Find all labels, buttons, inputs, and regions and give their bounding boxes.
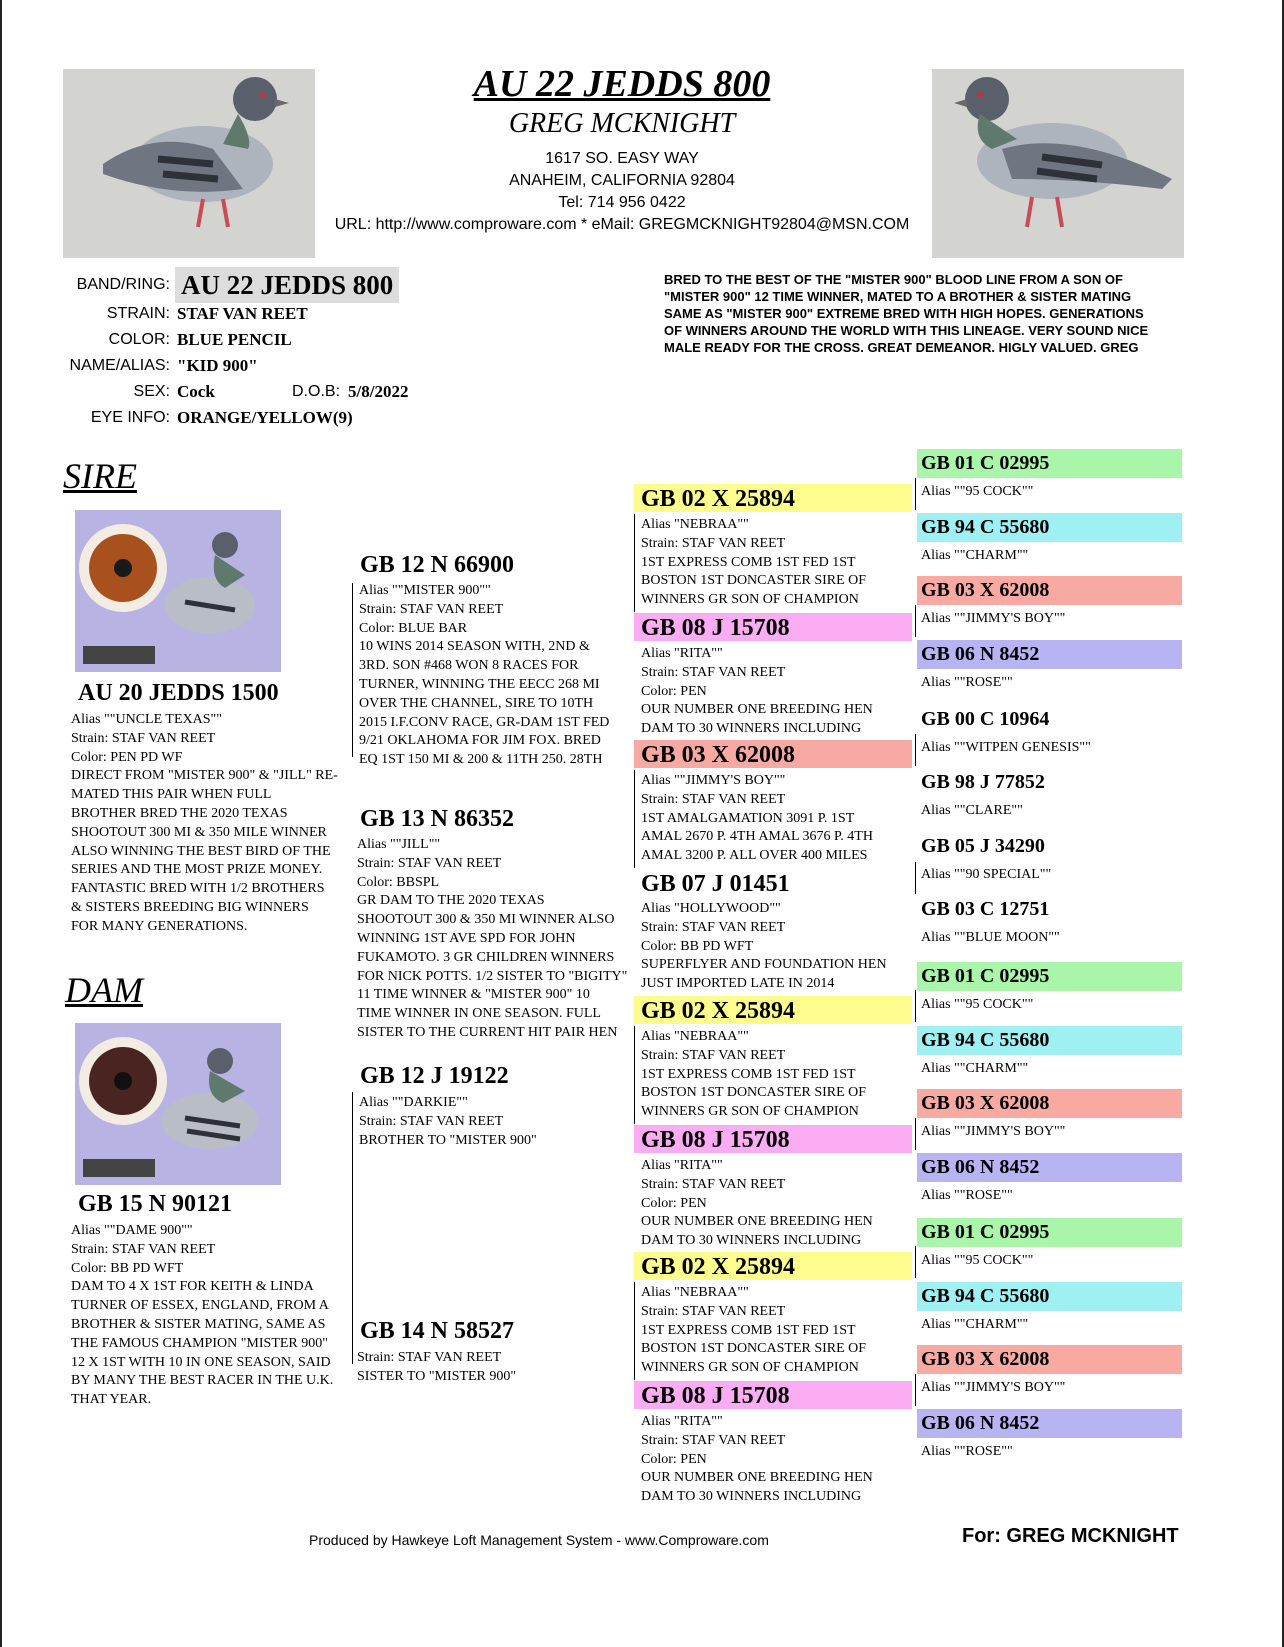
gen4-alias: Alias ""WITPEN GENESIS"" [921, 740, 1091, 755]
gen2-info-line: WINNING 1ST AVE SPD FOR JOHN [357, 930, 576, 946]
gen4-connector [915, 862, 916, 894]
dam-info-line: THE FAMOUS CHAMPION "MISTER 900" [71, 1335, 328, 1351]
gen3-band-bar: GB 08 J 15708 [634, 613, 912, 641]
gen2-info-line: 9/21 OKLAHOMA FOR JIM FOX. BRED [359, 733, 601, 749]
gen3-info-line: Alias "NEBRAA"" [641, 1029, 749, 1044]
gen4-band-bar: GB 01 C 02995 [917, 1218, 1182, 1247]
gen4-connector [915, 734, 916, 766]
gen2-info-line: SISTER TO "MISTER 900" [357, 1368, 517, 1384]
gen3-info-line: Strain: STAF VAN REET [641, 1303, 786, 1319]
sire-info-line: SERIES AND THE MOST PRIZE MONEY. [71, 862, 323, 878]
gen3-connector [634, 770, 635, 868]
sire-info-line: DIRECT FROM "MISTER 900" & "JILL" RE- [71, 768, 338, 784]
dam-info-line: BROTHER & SISTER MATING, SAME AS [71, 1316, 326, 1332]
gen3-info-line: 1ST EXPRESS COMB 1ST FED 1ST [641, 1322, 856, 1338]
gen4-alias: Alias ""CLARE"" [921, 803, 1023, 818]
color-value: BLUE PENCIL [177, 330, 292, 349]
gen2-info-line: Strain: STAF VAN REET [357, 1350, 502, 1365]
gen2-info-line: Color: BLUE BAR [359, 620, 468, 636]
gen3-info [641, 645, 916, 739]
dam-info-line: Color: BB PD WFT [71, 1260, 184, 1276]
name-value: "KID 900" [177, 356, 258, 375]
gen3-info-line: 1ST EXPRESS COMB 1ST FED 1ST [641, 554, 856, 570]
gen4-alias: Alias ""CHARM"" [921, 1061, 1029, 1076]
dam-info-line: 12 X 1ST WITH 10 IN ONE SEASON, SAID [71, 1354, 331, 1370]
owner-name: GREG MCKNIGHT [508, 108, 736, 139]
gen4-alias: Alias ""90 SPECIAL"" [921, 867, 1052, 882]
gen4-alias: Alias ""95 COCK"" [921, 997, 1034, 1012]
gen4-alias: Alias ""BLUE MOON"" [921, 930, 1060, 945]
gen3-info-line: WINNERS GR SON OF CHAMPION [641, 592, 859, 608]
gen2-info-line: Strain: STAF VAN REET [359, 601, 504, 617]
gen4-band-bar: GB 03 C 12751 [917, 895, 1182, 924]
gen4-band-bar: GB 03 X 62008 [917, 1089, 1182, 1118]
sire-pigeon-eye-icon [75, 510, 281, 672]
gen3-info-line: DAM TO 30 WINNERS INCLUDING [641, 721, 862, 737]
gen3-info-line: WINNERS GR SON OF CHAMPION [641, 1360, 859, 1376]
gen3-info-line: 1ST EXPRESS COMB 1ST FED 1ST [641, 1066, 856, 1082]
gen4-band-bar: GB 03 X 62008 [917, 576, 1182, 605]
gen3-info-line: Color: PEN [641, 1195, 707, 1211]
owner-phone: Tel: 714 956 0422 [558, 194, 686, 211]
gen3-info-line: BOSTON 1ST DONCASTER SIRE OF [641, 1085, 867, 1101]
sire-info-line: MATED THIS PAIR WHEN FULL [71, 787, 272, 803]
gen4-band-bar: GB 94 C 55680 [917, 1282, 1182, 1311]
gen2-band: GB 12 J 19122 [360, 1063, 509, 1089]
gen2-info-line: Strain: STAF VAN REET [357, 855, 502, 871]
for-owner-footer: For: GREG MCKNIGHT [962, 1525, 1179, 1547]
gen2-info-line: 11 TIME WINNER & "MISTER 900" 10 [357, 987, 590, 1003]
sire-info [71, 711, 351, 937]
gen2-info-line: FUKAMOTO. 3 GR CHILDREN WINNERS [357, 949, 615, 965]
gen3-info-line: Color: PEN [641, 1451, 707, 1467]
dam-info-line: BY MANY THE BEST RACER IN THE U.K. [71, 1373, 334, 1389]
sire-info-line: FANTASTIC BRED WITH 1/2 BROTHERS [71, 881, 325, 897]
gen3-info-line: Strain: STAF VAN REET [641, 919, 786, 935]
gen2-info [357, 1349, 632, 1387]
gen4-band-bar: GB 06 N 8452 [917, 1409, 1182, 1438]
gen3-info-line: Strain: STAF VAN REET [641, 791, 786, 807]
gen2-info-line: 3RD. SON #468 WON 8 RACES FOR [359, 658, 579, 674]
dam-info-line: Alias ""DAME 900"" [71, 1223, 193, 1238]
gen4-band-bar: GB 06 N 8452 [917, 640, 1182, 669]
sire-info-line: ALSO WINNING THE BEST BIRD OF THE [71, 843, 331, 859]
gen3-info-line: Strain: STAF VAN REET [641, 1047, 786, 1063]
gen3-info [641, 1413, 916, 1507]
sex-label: SEX: [133, 383, 170, 400]
gen2-info-line: FOR NICK POTTS. 1/2 SISTER TO "BIGITY" [357, 968, 628, 984]
gen3-info-line: JUST IMPORTED LATE IN 2014 [641, 976, 835, 992]
gen3-info-line: AMAL 2670 P. 4TH AMAL 3676 P. 4TH [641, 829, 873, 845]
dam-info [71, 1222, 351, 1410]
gen3-info-line: Alias "RITA"" [641, 646, 723, 661]
gen4-alias: Alias ""95 COCK"" [921, 1253, 1034, 1268]
sire-info-line: SHOOTOUT 300 MI & 350 MILE WINNER [71, 824, 327, 840]
dam-photo [75, 1023, 281, 1185]
gen4-alias: Alias ""JIMMY'S BOY"" [921, 1380, 1066, 1395]
gen2-info-line: OVER THE CHANNEL, SIRE TO 10TH [359, 695, 594, 711]
gen4-connector [915, 1374, 916, 1406]
dam-info-line: DAM TO 4 X 1ST FOR KEITH & LINDA [71, 1279, 314, 1295]
eye-value: ORANGE/YELLOW(9) [177, 408, 353, 427]
gen3-band-bar: GB 03 X 62008 [634, 740, 912, 768]
gen3-info-line: Alias "HOLLYWOOD"" [641, 901, 781, 916]
sire-heading: SIRE [63, 456, 137, 496]
gen3-info-line: Strain: STAF VAN REET [641, 1432, 786, 1448]
gen3-info-line: Alias "NEBRAA"" [641, 1285, 749, 1300]
gen3-info [641, 1157, 916, 1251]
gen3-info-line: Alias "NEBRAA"" [641, 517, 749, 532]
band-label: BAND/RING: [76, 276, 170, 293]
gen2-info [359, 1094, 634, 1150]
sire-info-line: Strain: STAF VAN REET [71, 730, 216, 746]
gen2-info-line: BROTHER TO "MISTER 900" [359, 1132, 537, 1148]
gen3-band-bar: GB 08 J 15708 [634, 1381, 912, 1409]
gen3-band-bar: GB 07 J 01451 [634, 869, 912, 897]
gen4-band-bar: GB 05 J 34290 [917, 832, 1182, 861]
gen3-info-line: Alias ""JIMMY'S BOY"" [641, 773, 786, 788]
sire-info-line: & SISTERS BREEDING BIG WINNERS [71, 899, 309, 915]
dam-heading: DAM [65, 970, 143, 1010]
gen3-info-line: BOSTON 1ST DONCASTER SIRE OF [641, 1341, 867, 1357]
gen4-band-bar: GB 94 C 55680 [917, 1026, 1182, 1055]
gen3-info [641, 1028, 916, 1122]
owner-address-2: ANAHEIM, CALIFORNIA 92804 [509, 172, 735, 189]
gen2-info-line: EQ 1ST 150 MI & 200 & 11TH 250. 28TH [359, 752, 603, 768]
dam-band: GB 15 N 90121 [78, 1191, 233, 1217]
sire-info-line: Alias ""UNCLE TEXAS"" [71, 712, 222, 727]
gen3-info-line: OUR NUMBER ONE BREEDING HEN [641, 1214, 873, 1230]
gen3-info-line: DAM TO 30 WINNERS INCLUDING [641, 1233, 862, 1249]
dob-label: D.O.B: [292, 383, 341, 400]
gen3-info [641, 1284, 916, 1378]
gen3-info-line: Strain: STAF VAN REET [641, 535, 786, 551]
gen4-band-bar: GB 01 C 02995 [917, 962, 1182, 991]
strain-label: STRAIN: [106, 305, 170, 322]
gen4-connector [915, 1118, 916, 1150]
gen4-alias: Alias ""JIMMY'S BOY"" [921, 611, 1066, 626]
gen3-band-bar: GB 02 X 25894 [634, 484, 912, 512]
gen4-connector [915, 605, 916, 637]
gen2-info-line: GR DAM TO THE 2020 TEXAS [357, 893, 545, 909]
gen4-alias: Alias ""CHARM"" [921, 1317, 1029, 1332]
gen3-info-line: Strain: STAF VAN REET [641, 664, 786, 680]
sire-info-line: BROTHER BRED THE 2020 TEXAS [71, 805, 288, 821]
bird-photo-right [932, 69, 1184, 258]
gen3-info-line: Color: BB PD WFT [641, 938, 754, 954]
gen4-connector [915, 1246, 916, 1278]
gen4-alias: Alias ""JIMMY'S BOY"" [921, 1124, 1066, 1139]
sire-photo [75, 510, 281, 672]
gen3-band-bar: GB 08 J 15708 [634, 1125, 912, 1153]
sire-band: AU 20 JEDDS 1500 [78, 680, 279, 706]
gen3-info [641, 772, 916, 866]
bird-photo-left [63, 69, 315, 258]
remarks: BRED TO THE BEST OF THE "MISTER 900" BLOOD LINE FROM A SON OF "MISTER 900" 12 TIME WINNER, MATED TO A BROTHER & SISTER MATING SAME AS "MISTER 900" EXTREME BRED WITH HIGH HOPES. GENERATIONS OF WINNERS AROUND THE WORLD WITH THIS LINEAGE. VERY SOUND NICE MALE READY FOR THE CROSS. GREAT DEMEANOR. HIGLY VALUED. GREG [664, 272, 1149, 355]
gen2-info-line: Strain: STAF VAN REET [359, 1113, 504, 1129]
gen4-connector [915, 990, 916, 1022]
gen3-connector [634, 514, 635, 612]
band-value: AU 22 JEDDS 800 [175, 267, 399, 303]
gen3-info-line: Alias "RITA"" [641, 1414, 723, 1429]
produced-by-footer: Produced by Hawkeye Loft Management System - www.Comproware.com [309, 1532, 769, 1548]
gen3-info-line: AMAL 3200 P. ALL OVER 400 MILES [641, 848, 868, 864]
dob-value: 5/8/2022 [348, 382, 409, 401]
gen4-alias: Alias ""95 COCK"" [921, 484, 1034, 499]
name-label: NAME/ALIAS: [69, 357, 170, 374]
gen2-info-line: 2015 I.F.CONV RACE, GR-DAM 1ST FED [359, 714, 610, 730]
gen4-band-bar: GB 00 C 10964 [917, 705, 1182, 734]
gen3-info-line: Color: PEN [641, 683, 707, 699]
gen3-info-line: BOSTON 1ST DONCASTER SIRE OF [641, 573, 867, 589]
dam-info-line: THAT YEAR. [71, 1392, 152, 1408]
page-title: AU 22 JEDDS 800 [473, 63, 771, 105]
gen2-info-line: 10 WINS 2014 SEASON WITH, 2ND & [359, 639, 590, 655]
gen2-info-line: Alias ""MISTER 900"" [359, 583, 491, 598]
pigeon-right-icon [932, 69, 1184, 258]
gen4-alias: Alias ""ROSE"" [921, 1188, 1013, 1203]
gen2-info-line: SISTER TO THE CURRENT HIT PAIR HEN [357, 1024, 618, 1040]
gen3-connector [634, 1282, 635, 1380]
gen4-alias: Alias ""ROSE"" [921, 675, 1013, 690]
color-label: COLOR: [108, 331, 170, 348]
gen2-info-line: Alias ""JILL"" [357, 837, 441, 852]
gen3-connector [634, 1026, 635, 1124]
gen3-info [641, 900, 921, 994]
owner-url-email: URL: http://www.comproware.com * eMail: GREGMCKNIGHT92804@MSN.COM [334, 216, 910, 233]
gen2-connector [352, 583, 353, 757]
owner-address-1: 1617 SO. EASY WAY [545, 150, 699, 167]
sire-info-line: FOR MANY GENERATIONS. [71, 918, 248, 934]
gen3-info-line: OUR NUMBER ONE BREEDING HEN [641, 702, 873, 718]
gen4-band-bar: GB 98 J 77852 [917, 768, 1182, 797]
gen3-info-line: WINNERS GR SON OF CHAMPION [641, 1104, 859, 1120]
gen3-info-line: 1ST AMALGAMATION 3091 P. 1ST [641, 810, 855, 826]
sex-value: Cock [177, 382, 215, 401]
gen3-info-line: DAM TO 30 WINNERS INCLUDING [641, 1489, 862, 1505]
gen2-band: GB 12 N 66900 [360, 552, 515, 578]
gen2-info-line: Alias ""DARKIE"" [359, 1095, 468, 1110]
gen3-info-line: Strain: STAF VAN REET [641, 1176, 786, 1192]
gen2-info-line: Color: BBSPL [357, 874, 440, 890]
gen4-band-bar: GB 03 X 62008 [917, 1345, 1182, 1374]
gen3-info-line: Alias "RITA"" [641, 1158, 723, 1173]
gen2-connector [352, 1092, 353, 1364]
sire-info-line: Color: PEN PD WF [71, 749, 183, 765]
gen4-band-bar: GB 06 N 8452 [917, 1153, 1182, 1182]
gen4-alias: Alias ""ROSE"" [921, 1444, 1013, 1459]
gen2-info [357, 836, 642, 1043]
gen4-connector [915, 478, 916, 510]
gen2-info-line: TIME WINNER IN ONE SEASON. FULL [357, 1006, 601, 1022]
dam-info-line: TURNER OF ESSEX, ENGLAND, FROM A [71, 1298, 329, 1314]
dam-info-line: Strain: STAF VAN REET [71, 1241, 216, 1257]
gen3-info [641, 516, 916, 610]
eye-label: EYE INFO: [90, 409, 170, 426]
gen3-info-line: SUPERFLYER AND FOUNDATION HEN [641, 957, 887, 973]
gen3-info-line: OUR NUMBER ONE BREEDING HEN [641, 1470, 873, 1486]
gen4-band-bar: GB 94 C 55680 [917, 513, 1182, 542]
dam-pigeon-eye-icon [75, 1023, 281, 1185]
gen2-band: GB 14 N 58527 [360, 1318, 515, 1344]
gen2-info-line: SHOOTOUT 300 & 350 MI WINNER ALSO [357, 912, 615, 928]
gen2-info [359, 582, 634, 770]
gen2-band: GB 13 N 86352 [360, 806, 515, 832]
gen4-band-bar: GB 01 C 02995 [917, 449, 1182, 478]
gen2-info-line: TURNER, WINNING THE EECC 268 MI [359, 676, 600, 692]
pigeon-left-icon [63, 69, 315, 258]
gen3-band-bar: GB 02 X 25894 [634, 1252, 912, 1280]
gen3-band-bar: GB 02 X 25894 [634, 996, 912, 1024]
strain-value: STAF VAN REET [177, 304, 308, 323]
gen4-alias: Alias ""CHARM"" [921, 548, 1029, 563]
